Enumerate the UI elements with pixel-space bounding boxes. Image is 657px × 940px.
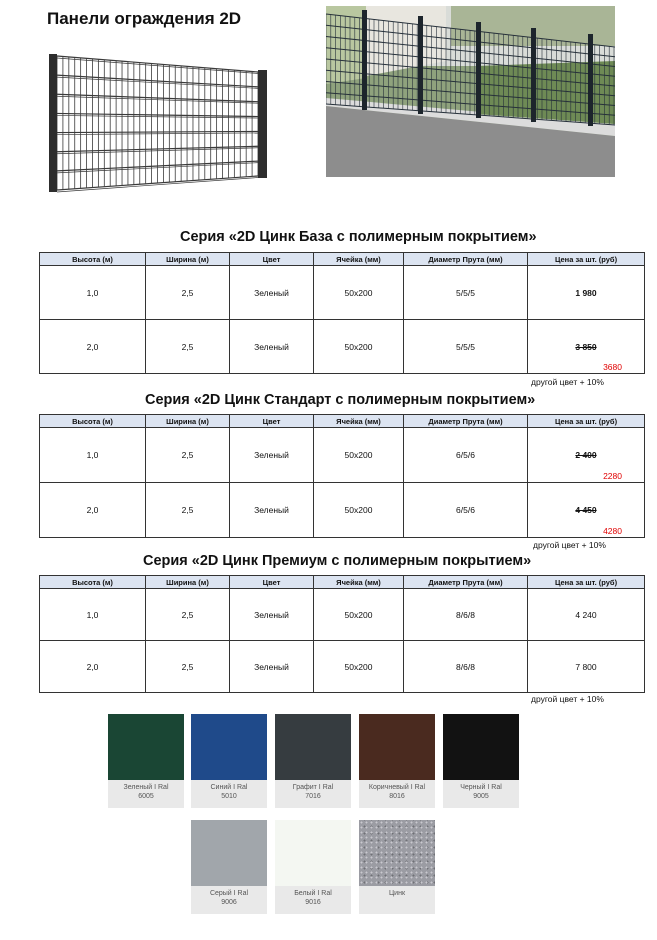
- table-row: [40, 428, 645, 483]
- column-header: Диаметр Прута (мм): [404, 415, 528, 428]
- swatch-label: Зеленый I Ral 6005: [108, 780, 184, 808]
- column-header: Цена за шт. (руб): [528, 415, 645, 428]
- mesh-cell: 50х200: [314, 483, 404, 538]
- swatch-green-6005: [108, 714, 184, 808]
- width-cell: 2,5: [146, 428, 230, 483]
- price-cell: [528, 641, 645, 693]
- swatch-chip: [108, 714, 184, 780]
- column-header: Цвет: [230, 253, 314, 266]
- swatch-chip: [191, 820, 267, 886]
- swatch-label: Синий I Ral 5010: [191, 780, 267, 808]
- swatch-grey-9006: [191, 820, 267, 914]
- swatch-label: Серый I Ral 9006: [191, 886, 267, 914]
- swatch-label: Графит I Ral 7016: [275, 780, 351, 808]
- color-cell: Зеленый: [230, 641, 314, 693]
- table-row: [40, 641, 645, 693]
- column-header: Ячейка (мм): [314, 415, 404, 428]
- price: 1 980: [575, 287, 597, 298]
- price-table-premium: [39, 575, 645, 693]
- height-cell: 1,0: [40, 428, 146, 483]
- price: 4 240: [575, 609, 597, 620]
- color-cell: Зеленый: [230, 428, 314, 483]
- swatch-graphite-7016: [275, 714, 351, 808]
- old-price: 4 450: [575, 505, 597, 515]
- width-cell: 2,5: [146, 641, 230, 693]
- page-title: Панели ограждения 2D: [47, 9, 242, 28]
- height-cell: 2,0: [40, 320, 146, 374]
- new-price: 2280: [603, 471, 622, 481]
- color-cell: Зеленый: [230, 320, 314, 374]
- column-header: Диаметр Прута (мм): [404, 576, 528, 589]
- swatch-brown-8016: [359, 714, 435, 808]
- new-price: 4280: [603, 526, 622, 536]
- height-cell: 1,0: [40, 266, 146, 320]
- height-cell: 2,0: [40, 483, 146, 538]
- swatch-chip: [359, 820, 435, 886]
- column-header: Высота (м): [40, 415, 146, 428]
- diameter-cell: 6/5/6: [404, 428, 528, 483]
- width-cell: 2,5: [146, 266, 230, 320]
- mesh-cell: 50х200: [314, 641, 404, 693]
- column-header: Ширина (м): [146, 253, 230, 266]
- mesh-cell: 50х200: [314, 320, 404, 374]
- height-cell: 1,0: [40, 589, 146, 641]
- old-price: 2 400: [575, 450, 597, 460]
- swatch-chip: [191, 714, 267, 780]
- mesh-cell: 50х200: [314, 428, 404, 483]
- column-header: Цвет: [230, 415, 314, 428]
- color-surcharge-note: другой цвет + 10%: [531, 377, 604, 387]
- color-cell: Зеленый: [230, 266, 314, 320]
- diameter-cell: 8/6/8: [404, 641, 528, 693]
- table-row: [40, 483, 645, 538]
- swatch-label: Коричневый I Ral 8016: [359, 780, 435, 808]
- fence-panel-image: [46, 52, 272, 194]
- width-cell: 2,5: [146, 320, 230, 374]
- diameter-cell: 5/5/5: [404, 266, 528, 320]
- swatch-chip: [443, 714, 519, 780]
- price-cell: [528, 320, 645, 374]
- new-price: 3680: [603, 362, 622, 372]
- fence-photo: [326, 6, 615, 177]
- swatch-chip: [359, 714, 435, 780]
- diameter-cell: 5/5/5: [404, 320, 528, 374]
- column-header: Ширина (м): [146, 415, 230, 428]
- color-surcharge-note: другой цвет + 10%: [531, 694, 604, 704]
- diameter-cell: 8/6/8: [404, 589, 528, 641]
- price-cell: [528, 589, 645, 641]
- column-header: Ширина (м): [146, 576, 230, 589]
- swatch-zinc: [359, 820, 435, 914]
- swatch-black-9005: [443, 714, 519, 808]
- swatch-label: Белый I Ral 9016: [275, 886, 351, 914]
- price-cell: [528, 483, 645, 538]
- width-cell: 2,5: [146, 589, 230, 641]
- column-header: Цена за шт. (руб): [528, 253, 645, 266]
- swatch-white-9016: [275, 820, 351, 914]
- width-cell: 2,5: [146, 483, 230, 538]
- series-title-standard: Серия «2D Цинк Стандарт с полимерным покрытием»: [145, 392, 536, 408]
- series-title-premium: Серия «2D Цинк Премиум с полимерным покрытием»: [143, 553, 532, 569]
- table-row: [40, 589, 645, 641]
- column-header: Высота (м): [40, 576, 146, 589]
- mesh-cell: 50х200: [314, 589, 404, 641]
- column-header: Диаметр Прута (мм): [404, 253, 528, 266]
- column-header: Высота (м): [40, 253, 146, 266]
- color-cell: Зеленый: [230, 589, 314, 641]
- old-price: 3 850: [575, 341, 597, 352]
- price-cell: [528, 266, 645, 320]
- price-cell: [528, 428, 645, 483]
- color-cell: Зеленый: [230, 483, 314, 538]
- color-surcharge-note: другой цвет + 10%: [533, 540, 606, 550]
- mesh-cell: 50х200: [314, 266, 404, 320]
- column-header: Цена за шт. (руб): [528, 576, 645, 589]
- column-header: Ячейка (мм): [314, 253, 404, 266]
- swatch-label: Цинк: [359, 886, 435, 914]
- price-table-standard: [39, 414, 645, 538]
- table-row: [40, 320, 645, 374]
- swatch-blue-5010: [191, 714, 267, 808]
- swatch-chip: [275, 820, 351, 886]
- series-title-base: Серия «2D Цинк База с полимерным покрытием»: [180, 229, 537, 245]
- diameter-cell: 6/5/6: [404, 483, 528, 538]
- column-header: Цвет: [230, 576, 314, 589]
- table-row: [40, 266, 645, 320]
- column-header: Ячейка (мм): [314, 576, 404, 589]
- price: 7 800: [575, 661, 597, 672]
- swatch-label: Черный I Ral 9005: [443, 780, 519, 808]
- height-cell: 2,0: [40, 641, 146, 693]
- price-table-base: [39, 252, 645, 374]
- swatch-chip: [275, 714, 351, 780]
